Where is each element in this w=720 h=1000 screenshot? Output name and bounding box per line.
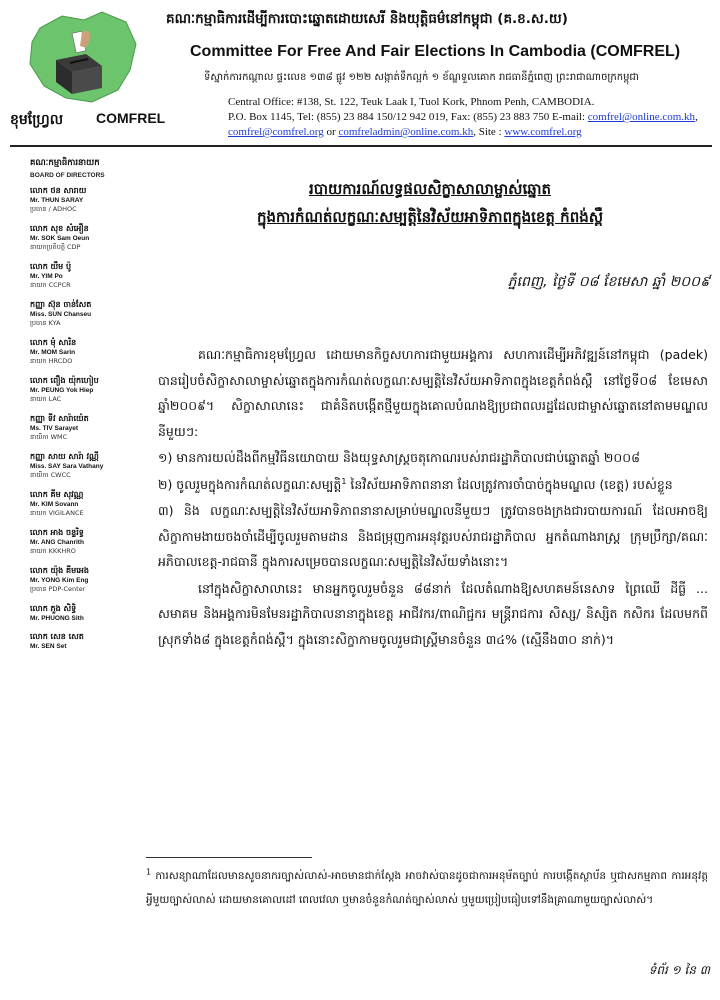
member-role: នាយក CCPCR	[30, 281, 71, 289]
member-name-khmer: លោក គីម សុវណ្ណ	[30, 490, 84, 499]
comfrel-logo	[8, 6, 166, 128]
member-role: ប្រធាន / ADHOC	[30, 205, 77, 213]
list-item-2-start: ២) ចូលរួមក្នុងការកំណត់លក្ខណៈសម្បត្តិ	[158, 476, 342, 492]
member-name-english: Miss. SAY Sara Vathany	[30, 463, 104, 470]
board-member	[30, 451, 138, 481]
member-name-english: Mr. SEN Set	[30, 643, 67, 650]
contact-line-2	[228, 126, 718, 138]
email-link-online[interactable]: comfrel@online.com.kh	[587, 111, 696, 123]
member-role: ប្រធាន KYA	[30, 319, 61, 327]
member-name-khmer: លោក សុខ សំអឿន	[30, 224, 89, 233]
member-name-khmer: លោក មុំ សារិន	[30, 338, 77, 347]
member-role: នាយិកា CWCC	[30, 471, 71, 479]
member-role: នាយក KKKHRO	[30, 547, 76, 555]
org-title-english: Committee For Free And Fair Elections In Cambodia (COMFREL)	[190, 43, 681, 60]
address-khmer: ទីស្នាក់ការកណ្តាល ផ្ទះលេខ ១៣៨ ផ្លូវ ១២២ សង្កាត់ទឹកល្អក់ ១ ខ័ណ្ឌទួលគោក រាជធានីភ្នំពេញ ព្រះរាជាណាចក្រកម្ពុជា	[204, 72, 639, 83]
board-member	[30, 261, 138, 291]
footnote-number: 1	[146, 867, 152, 877]
paragraph-intro: គណៈកម្មាធិការខុមហ្វ្រែល ដោយមានកិច្ចសហការជាមួយអង្គការ សហការដើម្បីអភិវឌ្ឍន៍នៅកម្ពុជា (padek) បានរៀបចំសិក្ខាសាលាម្ចាស់ឆ្នោតក្នុងការកំណត់លក្ខណៈសម្បត្តិនៃវិស័យអាទិភាពក្នុងខេត្តកំពង់ស្ពឺ នៅថ្ងៃទី០៨ ខែមេសា ឆ្នាំ២០០៩។ សិក្ខាសាលានេះ ជាគំនិតបង្កើតថ្មីមួយក្នុងគោលបំណងឱ្យប្រជាពលរដ្ឋដែលជាម្ចាស់ឆ្នោតនៅតាមមណ្ឌលនីមួយៗ:	[158, 347, 708, 439]
board-member	[30, 603, 138, 623]
report-title-line-1: របាយការណ៍លទ្ធផលសិក្ខាសាលាម្ចាស់ឆ្នោត	[308, 180, 552, 198]
list-item-1: ១) មានការយល់ដឹងពីកម្មវិធីនយោបាយ និងយុទ្ធសាស្ត្រចតុកោណរបស់រាជរដ្ឋាភិបាលជាប់ឆ្នោតឆ្នាំ ២០០៨	[158, 450, 640, 465]
member-name-khmer: កញ្ញា សាយ សារ៉ា វណ្ណី	[30, 452, 99, 461]
member-name-english: Mr. MOM Sarin	[30, 349, 76, 356]
member-name-khmer: លោក ភួង សិទ្ធិ	[30, 604, 77, 613]
report-date: ភ្នំពេញ, ថ្ងៃទី ០៨ ខែមេសា ឆ្នាំ ២០០៩	[507, 274, 710, 290]
member-name-khmer: លោក សេន សេត	[30, 632, 84, 641]
member-name-khmer: លោក អាង ចន្ទរិទ្ធ	[30, 528, 84, 537]
logo-english-text: COMFREL	[96, 110, 166, 126]
board-member	[30, 631, 138, 651]
board-member	[30, 337, 138, 367]
board-title-khmer: គណៈកម្មាធិការនាយក	[30, 158, 100, 168]
board-member	[30, 375, 138, 405]
member-role: នាយក LAC	[30, 395, 62, 403]
report-title-line-2: ក្នុងការកំណត់លក្ខណៈសម្បត្តិនៃវិស័យអាទិភាពក្នុងខេត្ត កំពង់ស្ពឺ	[256, 208, 604, 226]
logo-khmer-text: ខុមហ្វ្រែល	[10, 112, 64, 128]
member-role: នាយក HRCDO	[30, 357, 73, 365]
org-title-khmer: គណៈកម្មាធិការដើម្បីការបោះឆ្នោតដោយសេរី និងយុត្តិធម៌នៅកម្ពុជា (គ.ខ.ស.យ)	[166, 11, 568, 27]
board-member	[30, 527, 138, 557]
member-role: ប្រធាន PDP-Center	[30, 585, 86, 593]
board-member	[30, 413, 138, 443]
member-name-khmer: លោក ថន សារាយ	[30, 186, 87, 195]
list-item-2	[158, 472, 708, 498]
member-name-english: Mr. SOK Sam Oeun	[30, 235, 90, 242]
board-title-english: BOARD OF DIRECTORS	[30, 172, 105, 179]
list-item-2-end: នៃវិស័យអាទិភាពនានា ដែលត្រូវការចាំបាច់ក្នុងមណ្ឌល (ខេត្ត) របស់ខ្លួន	[346, 476, 673, 492]
member-name-khmer: លោក យឹម ប៉ូ	[30, 262, 72, 271]
footnote-text: ការសន្យាណាដែលមានសូចនាករច្បាស់លាស់-អាចមានជាក់ស្តែង អាចវាស់បានដូចជាការអនុម័តច្បាប់ ការបង្កើតស្ថាប័ន ឬជាសកម្មភាព ការអនុវត្តអ្វីមួយច្បាស់លាស់ ដោយមានគោលដៅ ពេលវេលា ឬមានចំនួនកំណត់ច្បាស់លាស់ ឬមួយប្រៀបធៀបទៅនឹងគ្រាណាមួយច្បាស់លាស់។	[146, 870, 708, 906]
member-name-english: Mr. ANG Chanrith	[30, 539, 84, 546]
site-label: , Site :	[473, 126, 502, 138]
footnote-ref[interactable]: 1	[341, 476, 347, 486]
member-name-english: Mr. YONG Kim Eng	[30, 577, 89, 584]
contact-line: P.O. Box 1145, Tel: (855) 23 884 150/12 942 019, Fax: (855) 23 883 750 E-mail: comfrel@online.com.kh,	[228, 111, 698, 123]
member-name-english: Mr. PEUNG Yok Hiep	[30, 387, 94, 394]
board-member	[30, 489, 138, 519]
member-name-khmer: កញ្ញា ស៊ុន ចាន់សែត	[30, 300, 92, 309]
or-word: or	[326, 126, 336, 138]
member-role: នាយក VIGILANCE	[30, 509, 84, 517]
board-member	[30, 299, 138, 329]
board-member	[30, 185, 138, 215]
member-name-khmer: លោក យ៉ុង គីមអេង	[30, 566, 89, 575]
header-divider	[10, 145, 712, 147]
board-member	[30, 223, 138, 253]
member-name-english: Ms. TIV Sarayet	[30, 425, 79, 432]
member-name-english: Miss. SUN Chanseu	[30, 311, 92, 318]
member-name-khmer: លោក ពឿង យ៉ុកហៀប	[30, 376, 99, 385]
website-link[interactable]: www.comfrel.org	[504, 126, 582, 138]
member-name-english: Mr. YIM Po	[30, 273, 63, 280]
footnote	[146, 864, 708, 912]
email-link-admin[interactable]: comfreladmin@online.com.kh	[338, 126, 474, 138]
report-body	[158, 342, 708, 653]
page-number: ទំព័រ ១ នៃ ៣	[648, 963, 710, 977]
board-member-list	[30, 185, 138, 651]
board-of-directors	[30, 158, 138, 659]
footnote-divider	[146, 857, 312, 858]
ballot-box-map-icon	[22, 8, 142, 108]
email-link-comfrel[interactable]: comfrel@comfrel.org	[228, 126, 324, 138]
address-english: Central Office: #138, St. 122, Teuk Laak I, Tuol Kork, Phnom Penh, CAMBODIA.	[228, 96, 595, 108]
member-name-english: Mr. PHUONG Sith	[30, 615, 84, 622]
member-name-english: Mr. THUN SARAY	[30, 197, 84, 204]
paragraph-participants: នៅក្នុងសិក្ខាសាលានេះ មានអ្នកចូលរួមចំនួន ៨៨នាក់ ដែលតំណាងឱ្យសហគមន៍នេសាទ ព្រៃឈើ ដីធ្លី ... សមាគម និងអង្គការមិនមែនរដ្ឋាភិបាលនានាក្នុងខេត្ត អាជីវករ/ពាណិជ្ជករ មន្ត្រីរាជការ សិស្ស/ និស្សិត កសិករ ដែលមកពីស្រុកទាំង៨ ក្នុងខេត្តកំពង់ស្ពឺ។ ក្នុងនោះសិក្ខាកាមចូលរួមជាស្ត្រីមានចំនួន ៣៤% (ស្មើនឹង៣០ នាក់)។	[158, 580, 708, 647]
member-role: នាយិកា WMC	[30, 433, 68, 441]
member-role: នាយកប្រតិបត្តិ CDP	[30, 243, 81, 251]
board-member	[30, 565, 138, 595]
list-item-3: ៣) និង លក្ខណៈសម្បត្តិនៃវិស័យអាទិភាពនានាសម្រាប់មណ្ឌលនីមួយៗ ត្រូវបានចងក្រងជារបាយការណ៍ ដែលអាចឱ្យសិក្ខាកាមងាយចងចាំដើម្បីចូលរួមតាមដាន និងជម្រុញការអនុវត្តរបស់រាជរដ្ឋាភិបាល អ្នកតំណាងរាស្ត្រ ក្រុមប្រឹក្សា/គណៈអភិបាលខេត្ត-រាជធានី ក្នុងការសម្រេចបានលក្ខណៈសម្បត្តិនៃវិស័យទាំងនោះ។	[158, 503, 708, 569]
member-name-khmer: កញ្ញា ទីវ សារ៉ាយ៉េត	[30, 414, 89, 423]
member-name-english: Mr. KIM Sovann	[30, 501, 79, 508]
contact-phone-fax: P.O. Box 1145, Tel: (855) 23 884 150/12 942 019, Fax: (855) 23 883 750 E-mail:	[228, 111, 586, 123]
